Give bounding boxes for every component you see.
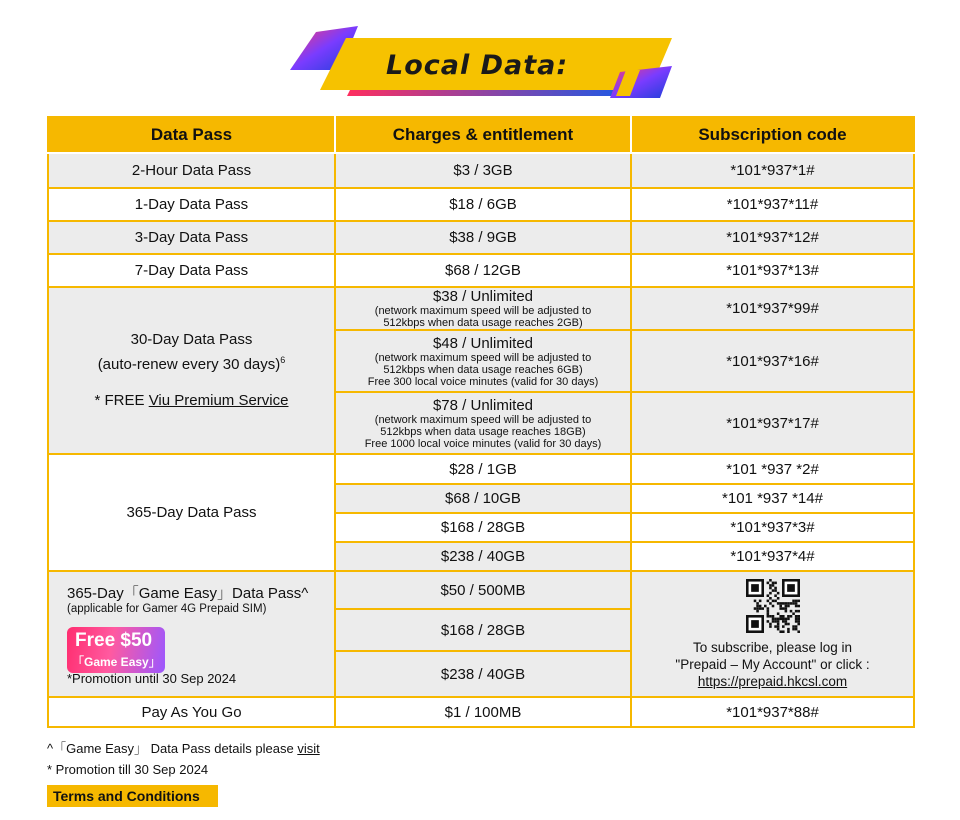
game-easy-pass-cell	[48, 571, 335, 697]
game-easy-subscribe-cell	[631, 571, 914, 697]
game-easy-footnote: ^「Game Easy」 Data Pass details please visit	[47, 741, 320, 756]
pass-charge: $50 / 500MB	[335, 571, 631, 609]
local-data-banner	[290, 26, 680, 102]
pass-code: *101*937*13#	[631, 254, 914, 287]
visit-link[interactable]: visit	[297, 741, 320, 756]
pass-code: *101*937*12#	[631, 221, 914, 254]
prepaid-account-link[interactable]: https://prepaid.hkcsl.com	[697, 673, 848, 689]
viu-premium-link[interactable]: Viu Premium Service	[148, 392, 289, 409]
pass-charge: $238 / 40GB	[335, 651, 631, 697]
free-50-badge	[67, 627, 165, 673]
pass-code: *101 *937 *2#	[631, 454, 914, 484]
pass-charge: $1 / 100MB	[335, 697, 631, 727]
pass-charge: $68 / 10GB	[335, 484, 631, 513]
pass-charge: $18 / 6GB	[335, 188, 631, 221]
table-row	[48, 153, 914, 188]
pass-charge: $38 / 9GB	[335, 221, 631, 254]
table-row	[48, 571, 914, 609]
pass-30-day-renew: (auto-renew every 30 days)$^6$	[97, 355, 286, 373]
game-easy-title: 365-Day「Game Easy」Data Pass^	[67, 585, 309, 602]
pass-code: *101*937*17#	[631, 392, 914, 454]
pass-charge: $3 / 3GB	[335, 153, 631, 188]
pass-charge: $68 / 12GB	[335, 254, 631, 287]
header-charges: Charges & entitlement	[335, 117, 631, 153]
pass-code: *101*937*1#	[631, 153, 914, 188]
table-row	[48, 221, 914, 254]
free-viu-line: * FREE Viu Premium Service	[94, 392, 289, 409]
game-easy-subtitle: (applicable for Gamer 4G Prepaid SIM)	[67, 603, 267, 615]
pass-code: *101*937*4#	[631, 542, 914, 571]
pass-charge: $28 / 1GB	[335, 454, 631, 484]
pass-charge: $238 / 40GB	[335, 542, 631, 571]
badge-line-2: 「Game Easy」	[72, 655, 161, 669]
table-row	[48, 697, 914, 727]
pass-code: *101*937*99#	[631, 287, 914, 330]
subscribe-line-1: To subscribe, please log in	[692, 639, 853, 655]
table-row	[48, 188, 914, 221]
table-row	[48, 287, 914, 330]
pass-name: 3-Day Data Pass	[48, 221, 335, 254]
pass-code: *101*937*11#	[631, 188, 914, 221]
pass-code: *101*937*3#	[631, 513, 914, 542]
pass-30-day-cell	[48, 287, 335, 454]
table-row	[48, 254, 914, 287]
pass-name: 2-Hour Data Pass	[48, 153, 335, 188]
qr-code-icon	[746, 579, 800, 633]
pass-code: *101*937*88#	[631, 697, 914, 727]
pass-charge: $38 / Unlimited (network maximum speed will be adjusted to 512kbps when data usage reaches 2GB)	[335, 287, 631, 330]
banner-title: Local Data:	[386, 50, 569, 81]
table-row	[48, 454, 914, 484]
game-easy-promo: *Promotion until 30 Sep 2024	[67, 671, 237, 686]
table-header-row	[48, 117, 914, 153]
pass-charge: $48 / Unlimited (network maximum speed will be adjusted to 512kbps when data usage reaches 6GB) Free 300 local voice minutes (valid for 30 days)	[335, 330, 631, 392]
pass-charge: $168 / 28GB	[335, 609, 631, 651]
pass-name: 1-Day Data Pass	[48, 188, 335, 221]
pass-code: *101*937*16#	[631, 330, 914, 392]
pass-code: *101 *937 *14#	[631, 484, 914, 513]
promotion-footnote: * Promotion till 30 Sep 2024	[47, 762, 209, 777]
pass-365-day-cell: 365-Day Data Pass	[48, 454, 335, 571]
pass-30-day-title: 30-Day Data Pass	[130, 331, 253, 348]
pass-charge: $168 / 28GB	[335, 513, 631, 542]
data-pass-table	[47, 116, 915, 728]
pass-charge: $78 / Unlimited (network maximum speed will be adjusted to 512kbps when data usage reaches 18GB) Free 1000 local voice minutes (valid for 30 days)	[335, 392, 631, 454]
pass-name: Pay As You Go	[48, 697, 335, 727]
badge-line-1: Free $50	[75, 630, 153, 651]
header-subscription-code: Subscription code	[631, 117, 914, 153]
terms-and-conditions-link[interactable]: Terms and Conditions	[47, 785, 218, 807]
header-data-pass: Data Pass	[48, 117, 335, 153]
subscribe-line-2: "Prepaid – My Account" or click :	[675, 656, 870, 672]
pass-name: 7-Day Data Pass	[48, 254, 335, 287]
